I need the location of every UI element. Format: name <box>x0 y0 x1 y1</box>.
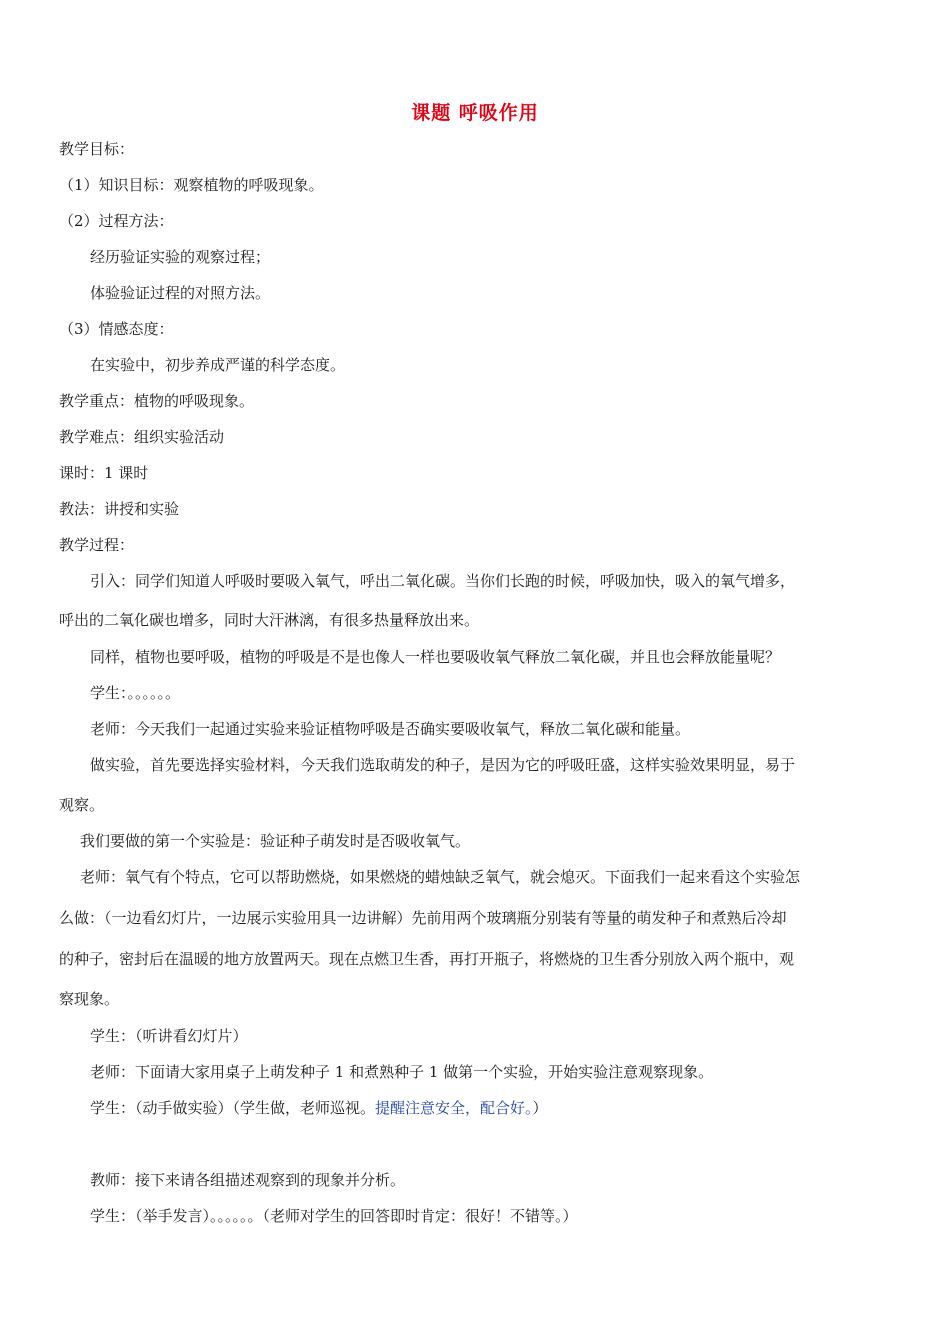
student-line-4: 学生：（举手发言）。。。。。。（老师对学生的回答即时肯定：很好！不错等。） <box>90 1207 578 1225</box>
objective-process-b: 体验验证过程的对照方法。 <box>90 284 271 302</box>
objective-attitude: （3）情感态度： <box>59 320 174 338</box>
objective-knowledge: （1）知识目标：观察植物的呼吸现象。 <box>59 176 324 194</box>
objective-process-a: 经历验证实验的观察过程； <box>90 248 271 266</box>
objective-process: （2）过程方法： <box>59 212 174 230</box>
teacher-line-2-b: 么做：（一边看幻灯片，一边展示实验用具一边讲解）先前用两个玻璃瓶分别装有等量的萌发种子和煮熟后冷却 <box>59 909 787 927</box>
teaching-method: 教法：讲授和实验 <box>59 500 180 518</box>
safety-reminder: 提醒注意安全，配合好。 <box>375 1099 533 1117</box>
teacher-line-2-d: 察现象。 <box>59 990 120 1008</box>
intro-line-2: 呼出的二氧化碳也增多，同时大汗淋漓，有很多热量释放出来。 <box>59 611 480 629</box>
class-hours: 课时：1 课时 <box>59 464 149 482</box>
page-title: 课题 呼吸作用 <box>411 102 539 124</box>
objective-attitude-a: 在实验中，初步养成严谨的科学态度。 <box>90 356 346 374</box>
teacher-line-1: 老师：今天我们一起通过实验来验证植物呼吸是否确实要吸收氧气，释放二氧化碳和能量。 <box>90 720 691 738</box>
key-point: 教学重点：植物的呼吸现象。 <box>59 392 255 410</box>
objectives-heading: 教学目标： <box>59 140 135 158</box>
difficulty: 教学难点：组织实验活动 <box>59 428 225 446</box>
teacher-line-2-a: 老师：氧气有个特点，它可以帮助燃烧，如果燃烧的蜡烛缺乏氧气，就会熄灭。下面我们一起来看这个实验怎 <box>80 868 801 886</box>
experiment-line-2: 观察。 <box>59 796 105 814</box>
teacher-line-3: 老师：下面请大家用桌子上萌发种子 1 和煮熟种子 1 做第一个实验，开始实验注意观察现象。 <box>90 1063 714 1081</box>
student-line-1: 学生：。。。。。。 <box>90 684 181 702</box>
intro-line-1: 引入：同学们知道人呼吸时要吸入氧气，呼出二氧化碳。当你们长跑的时候，呼吸加快，吸入的氧气增多， <box>90 572 796 590</box>
plant-question: 同样，植物也要呼吸，植物的呼吸是不是也像人一样也要吸收氧气释放二氧化碳，并且也会释放能量呢？ <box>90 648 781 666</box>
experiment-line-1: 做实验，首先要选择实验材料，今天我们选取萌发的种子，是因为它的呼吸旺盛，这样实验效果明显，易于 <box>90 756 796 774</box>
student-line-3-end: ） <box>532 1099 548 1117</box>
teacher-line-2-c: 的种子，密封后在温暖的地方放置两天。现在点燃卫生香，再打开瓶子，将燃烧的卫生香分别放入两个瓶中，观 <box>59 950 795 968</box>
teacher-line-4: 教师：接下来请各组描述观察到的现象并分析。 <box>90 1171 406 1189</box>
student-line-3-text: 学生：（动手做实验）（学生做，老师巡视。 <box>90 1099 376 1117</box>
first-experiment: 我们要做的第一个实验是：验证种子萌发时是否吸收氧气。 <box>80 832 471 850</box>
process-heading: 教学过程： <box>59 536 135 554</box>
student-line-2: 学生：（听讲看幻灯片） <box>90 1027 248 1045</box>
student-line-3 <box>90 1098 548 1118</box>
